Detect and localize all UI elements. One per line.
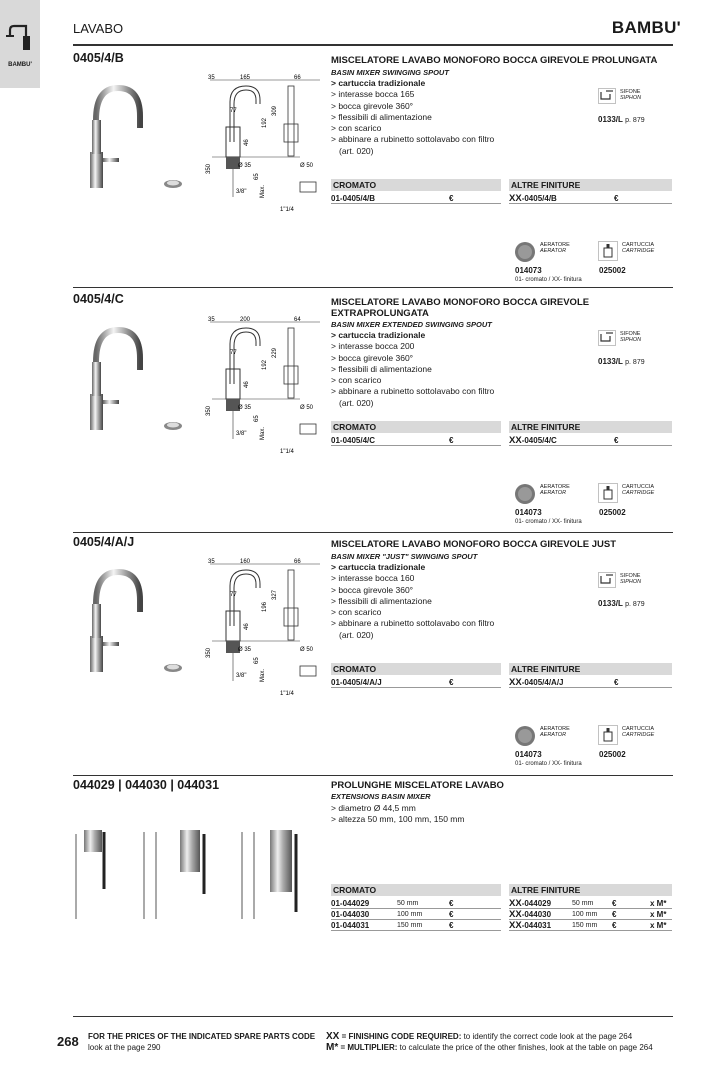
price-row: XX -044030 100 mm € x M* — [509, 909, 672, 920]
accessory-note: 01- cromato / XX- finitura — [515, 761, 582, 767]
price-row: 01-0405/4/C € — [331, 435, 501, 446]
svg-text:3/8": 3/8" — [236, 673, 247, 679]
product-subtitle: BASIN MIXER SWINGING SPOUT — [331, 68, 449, 77]
svg-text:Ø 50: Ø 50 — [300, 163, 314, 169]
accessory-note: 01- cromato / XX- finitura — [515, 277, 582, 283]
feature-item: > bocca girevole 360° — [331, 584, 414, 595]
m-key: M* — [326, 1042, 339, 1053]
feature-item: > con scarico — [331, 123, 382, 134]
price-row: XX -0405/4/B € — [509, 193, 672, 204]
svg-text:Max.: Max. — [260, 426, 266, 440]
product-title: PROLUNGHE MISCELATORE LAVABO — [331, 780, 504, 791]
svg-text:35: 35 — [208, 75, 215, 81]
product-subtitle: EXTENSIONS BASIN MIXER — [331, 792, 431, 801]
legend-note — [326, 1031, 671, 1053]
svg-text:350: 350 — [206, 163, 212, 174]
cartridge-code: 025002 — [599, 508, 626, 517]
aerator-label: AERATORE AERATOR — [540, 242, 570, 254]
spare-parts-rest: look at the page 290 — [88, 1043, 161, 1052]
chrome-header: CROMATO — [331, 421, 501, 433]
svg-text:46: 46 — [244, 381, 250, 388]
product-code: 044029 | 044030 | 044031 — [73, 778, 220, 792]
product-title: MISCELATORE LAVABO MONOFORO BOCCA GIREVOLE JUST — [331, 539, 617, 550]
svg-text:309: 309 — [272, 105, 278, 116]
technical-drawing — [200, 72, 325, 217]
feature-item: > abbinare a rubinetto sottolavabo con filtro — [331, 618, 495, 629]
feature-item: > bocca girevole 360° — [331, 352, 414, 363]
svg-text:196: 196 — [262, 601, 268, 612]
m-rest: to calculate the price of the other finishes, look at the table on page 264 — [397, 1043, 653, 1052]
divider — [73, 532, 673, 533]
svg-text:64: 64 — [294, 317, 301, 323]
price-row: 01-0405/4/B € — [331, 193, 501, 204]
feature-item: (art. 020) — [339, 145, 374, 156]
svg-text:Ø 50: Ø 50 — [300, 405, 314, 411]
spare-parts-note — [88, 1031, 318, 1053]
xx-bold: = FINISHING CODE REQUIRED: — [339, 1032, 462, 1041]
feature-item: > con scarico — [331, 607, 382, 618]
feature-item: > altezza 50 mm, 100 mm, 150 mm — [331, 814, 465, 825]
accessory-note: 01- cromato / XX- finitura — [515, 519, 582, 525]
header-rule — [73, 44, 673, 46]
cartridge-icon — [598, 725, 618, 745]
price-row: XX -044029 50 mm € x M* — [509, 898, 672, 909]
chrome-header: CROMATO — [331, 179, 501, 191]
faucet-icon — [6, 22, 34, 52]
siphon-label: SIFONE SIPHON — [620, 331, 642, 343]
cartridge-code: 025002 — [599, 750, 626, 759]
feature-item: > bocca girevole 360° — [331, 100, 414, 111]
svg-text:Ø 35: Ø 35 — [238, 647, 252, 653]
aerator-label: AERATORE AERATOR — [540, 484, 570, 496]
other-finishes-header: ALTRE FINITURE — [509, 884, 672, 896]
svg-text:229: 229 — [272, 347, 278, 358]
price-row: XX -044031 150 mm € x M* — [509, 920, 672, 931]
svg-text:160: 160 — [240, 559, 251, 565]
feature-item: > interasse bocca 160 — [331, 573, 415, 584]
chrome-header: CROMATO — [331, 663, 501, 675]
price-row: XX -0405/4/A/J € — [509, 677, 672, 688]
svg-text:350: 350 — [206, 647, 212, 658]
svg-text:3/8": 3/8" — [236, 431, 247, 437]
product-photo — [80, 322, 190, 442]
svg-text:327: 327 — [272, 589, 278, 600]
price-row: 01-044030 100 mm € — [331, 909, 501, 920]
aerator-icon — [514, 483, 536, 505]
price-row: 01-044031 150 mm € — [331, 920, 501, 931]
svg-text:77: 77 — [230, 350, 237, 356]
svg-text:350: 350 — [206, 405, 212, 416]
extensions-photo — [70, 824, 325, 924]
technical-drawing — [200, 556, 325, 701]
svg-text:Ø 50: Ø 50 — [300, 647, 314, 653]
svg-text:65: 65 — [254, 415, 260, 422]
feature-item: > con scarico — [331, 375, 382, 386]
section-title: LAVABO — [73, 21, 124, 36]
feature-item: > cartuccia tradizionale — [331, 330, 426, 340]
feature-list — [331, 562, 494, 641]
siphon-icon — [598, 330, 616, 346]
xx-key: XX — [326, 1031, 340, 1042]
price-row: XX -0405/4/C € — [509, 435, 672, 446]
price-row: 01-0405/4/A/J € — [331, 677, 501, 688]
feature-list — [331, 78, 494, 157]
svg-text:Ø 35: Ø 35 — [238, 163, 252, 169]
svg-text:66: 66 — [294, 75, 301, 81]
product-photo — [80, 80, 190, 200]
svg-text:1"1/4: 1"1/4 — [280, 449, 294, 455]
svg-text:200: 200 — [240, 317, 251, 323]
svg-text:77: 77 — [230, 592, 237, 598]
product-title: MISCELATORE LAVABO MONOFORO BOCCA GIREVOLE PROLUNGATA — [331, 55, 658, 66]
svg-text:192: 192 — [262, 117, 268, 128]
siphon-label: SIFONE SIPHON — [620, 573, 642, 585]
feature-item: > flessibili di alimentazione — [331, 111, 432, 122]
svg-text:65: 65 — [254, 657, 260, 664]
feature-item: > interasse bocca 200 — [331, 341, 415, 352]
feature-item: (art. 020) — [339, 629, 374, 640]
feature-item: > abbinare a rubinetto sottolavabo con filtro — [331, 134, 495, 145]
product-subtitle: BASIN MIXER "JUST" SWINGING SPOUT — [331, 552, 478, 561]
technical-drawing — [200, 314, 325, 459]
svg-text:192: 192 — [262, 359, 268, 370]
chrome-header: CROMATO — [331, 884, 501, 896]
aerator-code: 014073 — [515, 508, 542, 517]
feature-item: > abbinare a rubinetto sottolavabo con filtro — [331, 386, 495, 397]
price-row: 01-044029 50 mm € — [331, 898, 501, 909]
feature-item: (art. 020) — [339, 397, 374, 408]
cartridge-label: CARTUCCIA CARTRIDGE — [622, 242, 655, 254]
feature-item: > flessibili di alimentazione — [331, 363, 432, 374]
other-finishes-header: ALTRE FINITURE — [509, 421, 672, 433]
svg-text:Max.: Max. — [260, 184, 266, 198]
feature-list — [331, 330, 494, 409]
svg-text:46: 46 — [244, 139, 250, 146]
side-tab-label: BAMBU' — [8, 62, 32, 68]
feature-item: > cartuccia tradizionale — [331, 562, 426, 572]
xx-rest: to identify the correct code look at the page 264 — [461, 1032, 633, 1041]
svg-text:1"1/4: 1"1/4 — [280, 691, 294, 697]
siphon-ref: 0133/L p. 879 — [598, 357, 645, 366]
product-code: 0405/4/A/J — [73, 535, 135, 549]
divider — [73, 775, 673, 776]
product-code: 0405/4/C — [73, 292, 124, 306]
svg-text:35: 35 — [208, 559, 215, 565]
feature-list — [331, 803, 464, 826]
product-photo — [80, 564, 190, 684]
spare-parts-bold: FOR THE PRICES OF THE INDICATED SPARE PARTS CODE — [88, 1032, 316, 1041]
feature-item: > diametro Ø 44,5 mm — [331, 803, 416, 813]
other-finishes-header: ALTRE FINITURE — [509, 179, 672, 191]
m-bold: = MULTIPLIER: — [338, 1043, 398, 1052]
siphon-ref: 0133/L p. 879 — [598, 115, 645, 124]
cartridge-code: 025002 — [599, 266, 626, 275]
svg-text:77: 77 — [230, 108, 237, 114]
other-finishes-header: ALTRE FINITURE — [509, 663, 672, 675]
svg-text:46: 46 — [244, 623, 250, 630]
siphon-ref: 0133/L p. 879 — [598, 599, 645, 608]
side-tab — [0, 0, 40, 88]
product-subtitle: BASIN MIXER EXTENDED SWINGING SPOUT — [331, 320, 492, 329]
svg-text:Max.: Max. — [260, 668, 266, 682]
feature-item: > flessibili di alimentazione — [331, 595, 432, 606]
cartridge-icon — [598, 241, 618, 261]
aerator-label: AERATORE AERATOR — [540, 726, 570, 738]
cartridge-icon — [598, 483, 618, 503]
svg-text:Ø 35: Ø 35 — [238, 405, 252, 411]
siphon-icon — [598, 88, 616, 104]
siphon-icon — [598, 572, 616, 588]
page-number: 268 — [57, 1034, 79, 1049]
aerator-icon — [514, 725, 536, 747]
svg-text:165: 165 — [240, 75, 251, 81]
feature-item: > cartuccia tradizionale — [331, 78, 426, 88]
svg-text:1"1/4: 1"1/4 — [280, 207, 294, 213]
product-title: MISCELATORE LAVABO MONOFORO BOCCA GIREVOLE EXTRAPROLUNGATA — [331, 297, 590, 319]
svg-text:35: 35 — [208, 317, 215, 323]
aerator-code: 014073 — [515, 266, 542, 275]
brand-name: BAMBU' — [611, 18, 681, 37]
product-code: 0405/4/B — [73, 51, 124, 65]
svg-text:65: 65 — [254, 173, 260, 180]
cartridge-label: CARTUCCIA CARTRIDGE — [622, 726, 655, 738]
divider — [73, 287, 673, 288]
siphon-label: SIFONE SIPHON — [620, 89, 642, 101]
divider — [73, 1016, 673, 1017]
svg-text:3/8": 3/8" — [236, 189, 247, 195]
aerator-icon — [514, 241, 536, 263]
feature-item: > interasse bocca 165 — [331, 89, 415, 100]
cartridge-label: CARTUCCIA CARTRIDGE — [622, 484, 655, 496]
aerator-code: 014073 — [515, 750, 542, 759]
svg-text:66: 66 — [294, 559, 301, 565]
